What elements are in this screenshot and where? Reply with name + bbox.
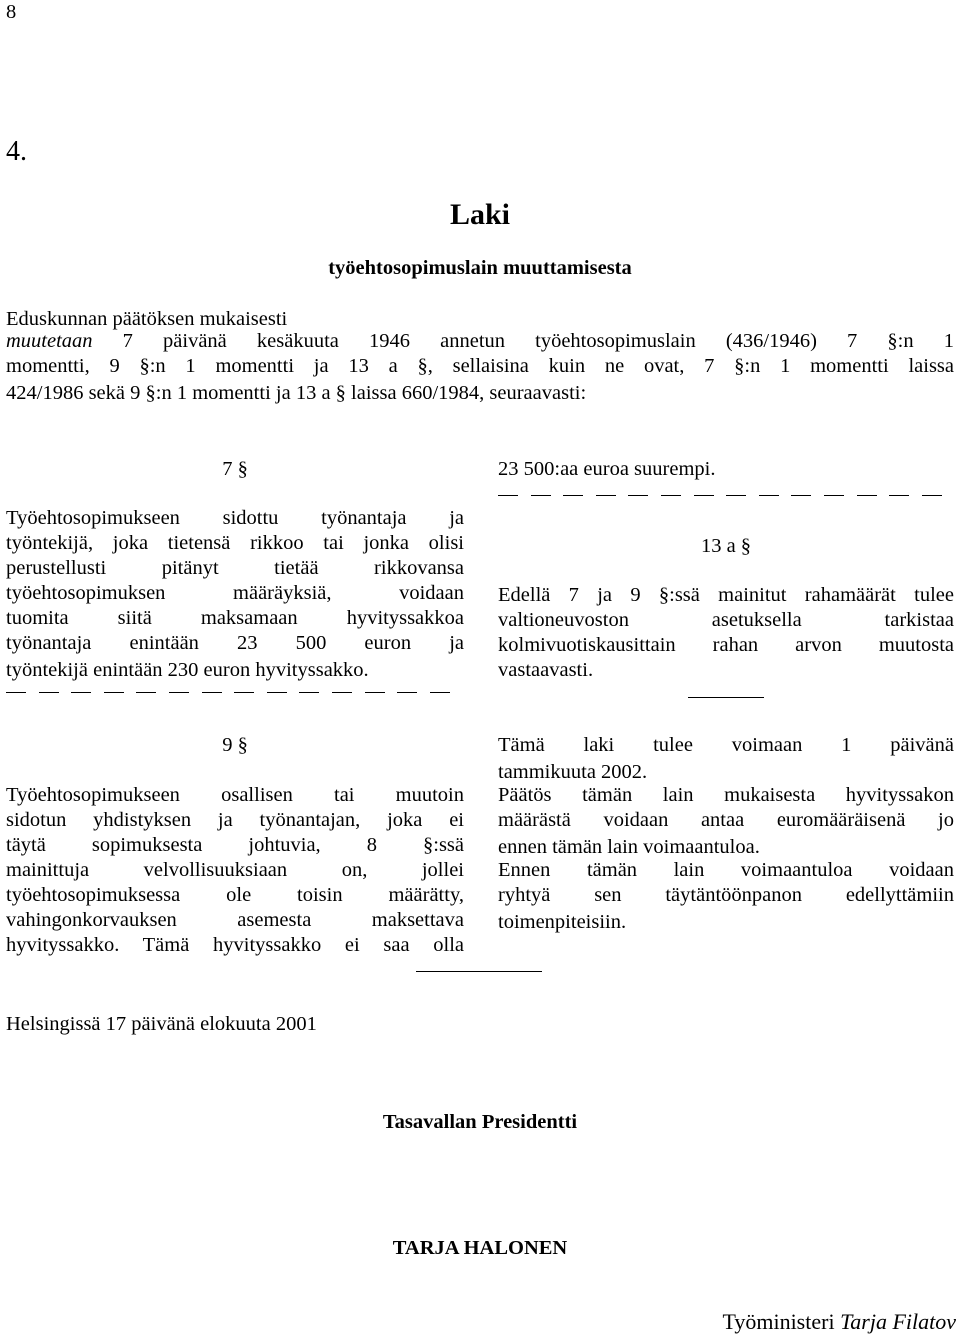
entry-body-b-last: toimenpiteisiin. <box>498 911 627 933</box>
text-line: hyvityssakko. Tämä hyvityssakko ei saa olla <box>6 934 464 956</box>
text-line: kolmivuotiskausittain rahan arvon muutosta <box>498 634 954 656</box>
page-number: 8 <box>6 1 17 23</box>
entry-into-force-date: tammikuuta 2002. <box>498 761 648 783</box>
text-line: työntekijä, joka tietensä rikkoo tai jonka olisi <box>6 532 464 554</box>
text-line: tuomita siitä maksamaan hyvityssakkoa <box>6 607 464 629</box>
minister-name: Tarja Filatov <box>840 1309 956 1334</box>
text-line: vahingonkorvauksen asemesta maksettava <box>6 909 464 931</box>
text-line: täytä sopimuksesta johtuvia, 8 §:ssä <box>6 834 464 856</box>
text-line: työehtosopimuksessa ole toisin määrätty, <box>6 884 464 906</box>
document-subtitle: työehtosopimuslain muuttamisesta <box>328 257 632 279</box>
text-line: Edellä 7 ja 9 §:ssä mainitut rahamäärät tulee <box>498 584 954 606</box>
preamble-line: momentti, 9 §:n 1 momentti ja 13 a §, sellaisina kuin ne ovat, 7 §:n 1 momentti laissa <box>6 355 954 377</box>
section-7-heading: 7 § <box>222 458 248 480</box>
place-and-date: Helsingissä 17 päivänä elokuuta 2001 <box>6 1013 317 1035</box>
minister-signature <box>722 1311 956 1333</box>
preamble-line-last: 424/1986 sekä 9 §:n 1 momentti ja 13 a § laissa 660/1984, seuraavasti: <box>6 382 587 404</box>
section-13a-last-line: vastaavasti. <box>498 659 594 681</box>
section-7-last-line: työntekijä enintään 230 euron hyvityssakko. <box>6 659 369 681</box>
minister-label: Työministeri <box>722 1309 835 1334</box>
text-line: Työehtosopimukseen sidottu työnantaja ja <box>6 507 464 529</box>
text-line: ryhtyä sen täytäntöönpanon edellyttämiin <box>498 884 954 906</box>
entry-body-a <box>498 783 954 833</box>
document-title: Laki <box>449 198 511 231</box>
section-9-heading: 9 § <box>222 734 248 756</box>
text-line: sidotun yhdistyksen ja työnantajan, joka ei <box>6 809 464 831</box>
closing-rule <box>416 971 542 972</box>
preamble-line-1: Eduskunnan päätöksen mukaisesti <box>6 308 288 330</box>
preamble-body <box>6 329 954 379</box>
text-line: mainittuja velvollisuuksiaan on, jollei <box>6 859 464 881</box>
text-line: työnantaja enintään 23 500 euron ja <box>6 632 464 654</box>
dash-separator <box>498 495 942 496</box>
text-line: määrästä voidaan antaa euromääräisenä jo <box>498 809 954 831</box>
entry-body-a-last: ennen tämän lain voimaantuloa. <box>498 836 760 858</box>
continuation-text: 23 500:aa euroa suurempi. <box>498 458 716 480</box>
short-rule <box>688 697 764 698</box>
president-name: TARJA HALONEN <box>392 1237 568 1259</box>
text-line: Työehtosopimukseen osallisen tai muutoin <box>6 784 464 806</box>
section-number: 4. <box>6 136 27 167</box>
section-13a-heading: 13 a § <box>700 535 752 557</box>
text-line: Päätös tämän lain mukaisesta hyvityssakon <box>498 784 954 806</box>
section-7-body <box>6 506 464 656</box>
section-9-body <box>6 783 464 958</box>
entry-body-b <box>498 858 954 908</box>
preamble-line: muutetaan 7 päivänä kesäkuuta 1946 annetun työehtosopimuslain (436/1946) 7 §:n 1 <box>6 330 954 352</box>
text-line: Ennen tämän lain voimaantuloa voidaan <box>498 859 954 881</box>
section-13a-body <box>498 583 954 658</box>
dash-separator <box>6 692 450 693</box>
preamble-italic-word: muutetaan <box>6 330 93 352</box>
text-line: valtioneuvoston asetuksella tarkistaa <box>498 609 954 631</box>
text-line: työehtosopimuksen määräyksiä, voidaan <box>6 582 464 604</box>
president-title: Tasavallan Presidentti <box>382 1111 578 1133</box>
text-line: perustellusti pitänyt tietää rikkovansa <box>6 557 464 579</box>
entry-into-force-line: Tämä laki tulee voimaan 1 päivänä <box>498 734 954 756</box>
